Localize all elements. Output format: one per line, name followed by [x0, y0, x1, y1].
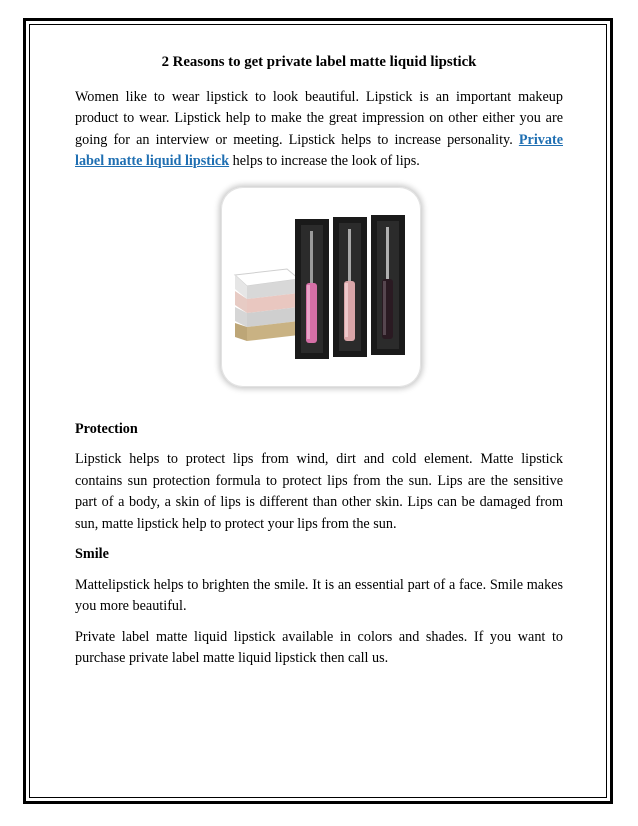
section-heading-smile: Smile: [75, 546, 109, 562]
section-heading-protection: Protection: [75, 420, 138, 437]
section-text-smile: Mattelipstick helps to brighten the smile. It is an essential part of a face. Smile makes you more beautiful.: [75, 576, 563, 614]
lipstick-product-photo-icon: [221, 187, 421, 387]
document-body: [75, 52, 563, 679]
intro-tail: helps to increase the look of lips.: [229, 153, 420, 169]
display-box-2: [333, 217, 367, 357]
intro-text: Women like to wear lipstick to look beautiful. Lipstick is an important makeup product to wear. Lipstick help to make the great impression on other either you are going for an interview or meeting. Lipstick helps to increase personality.: [75, 88, 563, 148]
intro-paragraph: [75, 87, 563, 173]
document-title: 2 Reasons to get private label matte liquid lipstick: [161, 54, 477, 70]
section-text-protection: Lipstick helps to protect lips from wind, dirt and cold element. Matte lipstick contains sun protection formula to protect lips from the sun. Lips are the sensitive part of a body, a skin of lips is different than other skin. Lips can be damaged from sun, matte lipstick help to protect your lips from the sun.: [75, 451, 563, 532]
closing-paragraph: Private label matte liquid lipstick available in colors and shades. If you want to purchase private label matte liquid lipstick then call us.: [75, 628, 563, 666]
display-box-3: [371, 215, 405, 355]
product-link[interactable]: Private label matte liquid lipstick: [75, 131, 563, 169]
stacked-boxes: [235, 269, 299, 341]
product-image: [221, 187, 421, 387]
display-box-1: [295, 219, 329, 359]
